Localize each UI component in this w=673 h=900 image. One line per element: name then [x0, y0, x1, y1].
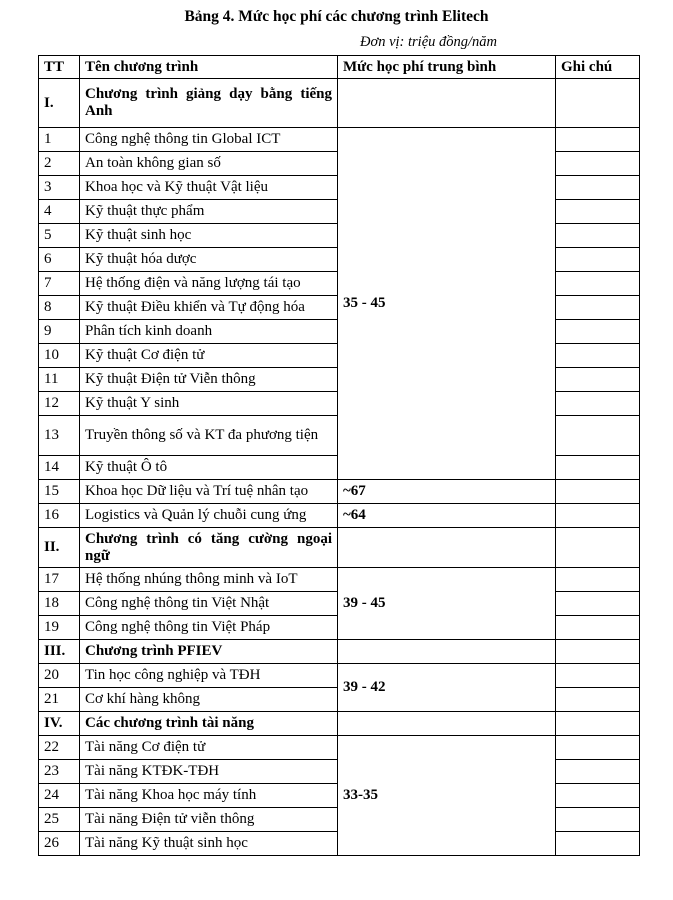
note-cell: [556, 79, 640, 128]
section-number: III.: [39, 640, 80, 664]
note-cell: [556, 528, 640, 568]
note-cell: [556, 808, 640, 832]
program-name: Kỹ thuật thực phẩm: [80, 200, 338, 224]
note-cell: [556, 176, 640, 200]
row-number: 20: [39, 664, 80, 688]
note-cell: [556, 504, 640, 528]
note-cell: [556, 568, 640, 592]
note-cell: [556, 456, 640, 480]
section-row: [39, 528, 640, 568]
row-number: 24: [39, 784, 80, 808]
section-title: Chương trình có tăng cường ngoại ngữ: [80, 528, 338, 568]
section-row: [39, 712, 640, 736]
section-number: II.: [39, 528, 80, 568]
note-cell: [556, 224, 640, 248]
header-row: [39, 56, 640, 79]
row-number: 4: [39, 200, 80, 224]
program-name: Công nghệ thông tin Global ICT: [80, 128, 338, 152]
program-name: Kỹ thuật Y sinh: [80, 392, 338, 416]
fee-group-3: 39 - 42: [338, 664, 556, 712]
section-row: [39, 79, 640, 128]
row-number: 13: [39, 416, 80, 456]
note-cell: [556, 416, 640, 456]
program-name: Khoa học và Kỹ thuật Vật liệu: [80, 176, 338, 200]
note-cell: [556, 344, 640, 368]
program-name: Tài năng KTĐK-TĐH: [80, 760, 338, 784]
row-number: 17: [39, 568, 80, 592]
row-number: 12: [39, 392, 80, 416]
program-name: Logistics và Quản lý chuỗi cung ứng: [80, 504, 338, 528]
program-name: Kỹ thuật hóa dược: [80, 248, 338, 272]
table-row: [39, 504, 640, 528]
tuition-table: [38, 55, 640, 856]
program-name: Kỹ thuật Cơ điện tử: [80, 344, 338, 368]
header-tt: TT: [39, 56, 80, 79]
row-number: 9: [39, 320, 80, 344]
program-name: Tài năng Khoa học máy tính: [80, 784, 338, 808]
fee-group-4: 33-35: [338, 736, 556, 856]
program-name: Cơ khí hàng không: [80, 688, 338, 712]
note-cell: [556, 296, 640, 320]
row-number: 15: [39, 480, 80, 504]
fee-cell: [338, 528, 556, 568]
program-name: Tài năng Cơ điện tử: [80, 736, 338, 760]
note-cell: [556, 368, 640, 392]
table-row: [39, 664, 640, 688]
row-number: 2: [39, 152, 80, 176]
section-number: IV.: [39, 712, 80, 736]
program-name: Tài năng Kỹ thuật sinh học: [80, 832, 338, 856]
note-cell: [556, 592, 640, 616]
row-number: 8: [39, 296, 80, 320]
program-name: Hệ thống điện và năng lượng tái tạo: [80, 272, 338, 296]
row-number: 16: [39, 504, 80, 528]
note-cell: [556, 152, 640, 176]
program-name: Hệ thống nhúng thông minh và IoT: [80, 568, 338, 592]
row-number: 22: [39, 736, 80, 760]
section-title: Các chương trình tài năng: [80, 712, 338, 736]
unit-label: Đơn vị: triệu đồng/năm: [360, 34, 498, 50]
fee-row-15: ~67: [338, 480, 556, 504]
table-row: [39, 128, 640, 152]
note-cell: [556, 832, 640, 856]
row-number: 26: [39, 832, 80, 856]
fee-group-2: 39 - 45: [338, 568, 556, 640]
fee-row-16: ~64: [338, 504, 556, 528]
program-name: Tin học công nghiệp và TĐH: [80, 664, 338, 688]
note-cell: [556, 272, 640, 296]
section-title: Chương trình giảng dạy bằng tiếng Anh: [80, 79, 338, 128]
row-number: 18: [39, 592, 80, 616]
program-name: Khoa học Dữ liệu và Trí tuệ nhân tạo: [80, 480, 338, 504]
row-number: 11: [39, 368, 80, 392]
row-number: 6: [39, 248, 80, 272]
note-cell: [556, 128, 640, 152]
row-number: 5: [39, 224, 80, 248]
row-number: 3: [39, 176, 80, 200]
program-name: Công nghệ thông tin Việt Pháp: [80, 616, 338, 640]
header-name: Tên chương trình: [80, 56, 338, 79]
program-name: Truyền thông số và KT đa phương tiện: [80, 416, 338, 456]
note-cell: [556, 688, 640, 712]
fee-cell: [338, 712, 556, 736]
table-row: [39, 568, 640, 592]
row-number: 7: [39, 272, 80, 296]
section-title: Chương trình PFIEV: [80, 640, 338, 664]
program-name: Công nghệ thông tin Việt Nhật: [80, 592, 338, 616]
section-row: [39, 640, 640, 664]
note-cell: [556, 320, 640, 344]
fee-cell: [338, 79, 556, 128]
note-cell: [556, 712, 640, 736]
program-name: An toàn không gian số: [80, 152, 338, 176]
note-cell: [556, 248, 640, 272]
note-cell: [556, 392, 640, 416]
table-row: [39, 736, 640, 760]
program-name: Kỹ thuật Ô tô: [80, 456, 338, 480]
row-number: 1: [39, 128, 80, 152]
header-note: Ghi chú: [556, 56, 640, 79]
note-cell: [556, 760, 640, 784]
program-name: Kỹ thuật Điều khiển và Tự động hóa: [80, 296, 338, 320]
note-cell: [556, 664, 640, 688]
table-title: Bảng 4. Mức học phí các chương trình Elitech: [184, 8, 489, 25]
note-cell: [556, 200, 640, 224]
program-name: Kỹ thuật Điện tử Viễn thông: [80, 368, 338, 392]
note-cell: [556, 480, 640, 504]
section-number: I.: [39, 79, 80, 128]
note-cell: [556, 640, 640, 664]
row-number: 10: [39, 344, 80, 368]
row-number: 23: [39, 760, 80, 784]
program-name: Tài năng Điện tử viễn thông: [80, 808, 338, 832]
note-cell: [556, 616, 640, 640]
program-name: Phân tích kinh doanh: [80, 320, 338, 344]
fee-group-1: 35 - 45: [338, 128, 556, 480]
fee-cell: [338, 640, 556, 664]
row-number: 14: [39, 456, 80, 480]
program-name: Kỹ thuật sinh học: [80, 224, 338, 248]
note-cell: [556, 784, 640, 808]
note-cell: [556, 736, 640, 760]
header-fee: Mức học phí trung bình: [338, 56, 556, 79]
row-number: 19: [39, 616, 80, 640]
table-row: [39, 480, 640, 504]
row-number: 21: [39, 688, 80, 712]
row-number: 25: [39, 808, 80, 832]
